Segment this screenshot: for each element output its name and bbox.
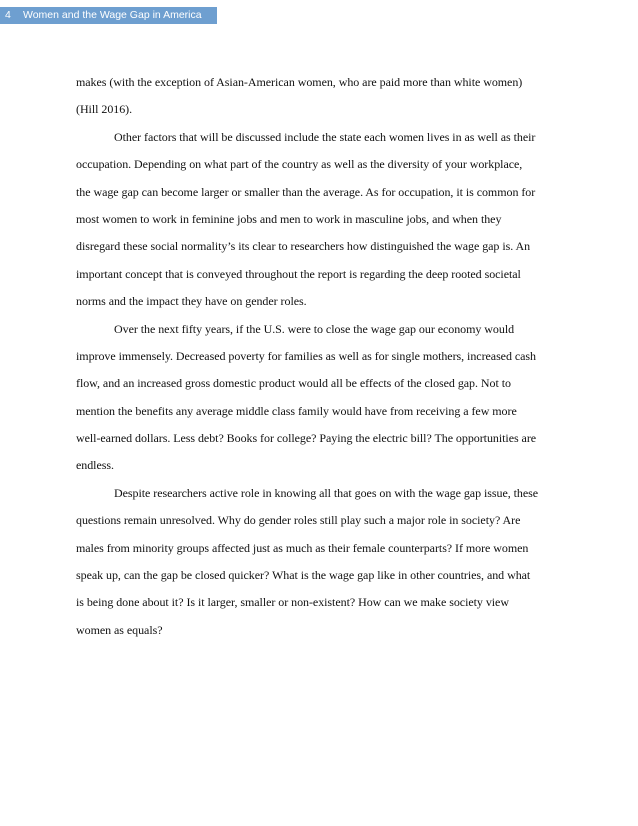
text-line: norms and the impact they have on gender roles.: [76, 294, 307, 309]
text-line: makes (with the exception of Asian-American women, who are paid more than white women): [76, 75, 523, 89]
text-line: is being done about it? Is it larger, smaller or non-existent? How can we make society view: [76, 595, 509, 610]
text-line: most women to work in feminine jobs and men to work in masculine jobs, and when they: [76, 211, 502, 226]
text-line: disregard these social normality’s its clear to researchers how distinguished the wage gap is. An: [76, 239, 531, 254]
text-line: endless.: [76, 458, 114, 473]
page-number: 4: [5, 9, 11, 21]
text-line: Other factors that will be discussed include the state each women lives in as well as their: [114, 129, 536, 144]
text-line: improve immensely. Decreased poverty for families as well as for single mothers, increased cash: [76, 348, 536, 363]
paragraph: [76, 316, 566, 480]
text-line: (Hill 2016).: [76, 102, 133, 117]
text-line: Over the next fifty years, if the U.S. were to close the wage gap our economy would: [114, 321, 515, 336]
page-header: [0, 7, 217, 24]
text-line: well-earned dollars. Less debt? Books for college? Paying the electric bill? The opportunities are: [76, 431, 537, 446]
text-line: important concept that is conveyed throughout the report is regarding the deep rooted societal: [76, 266, 521, 281]
running-head-title: Women and the Wage Gap in America: [23, 9, 202, 21]
text-line: males from minority groups affected just as much as their female counterparts? If more women: [76, 540, 529, 555]
document-body: [76, 69, 566, 644]
text-line: questions remain unresolved. Why do gender roles still play such a major role in society? Are: [76, 513, 521, 528]
text-line: mention the benefits any average middle class family would have from receiving a few more: [76, 403, 517, 418]
text-line: women as equals?: [76, 622, 163, 637]
text-line: flow, and an increased gross domestic product would all be effects of the closed gap. Not to: [76, 376, 511, 391]
text-line: the wage gap can become larger or smaller than the average. As for occupation, it is common for: [76, 184, 536, 199]
paragraph: [76, 124, 566, 316]
text-line: Despite researchers active role in knowing all that goes on with the wage gap issue, these: [114, 485, 539, 500]
paragraph: [76, 69, 566, 124]
text-line: speak up, can the gap be closed quicker? What is the wage gap like in other countries, and what: [76, 568, 531, 583]
paragraph: [76, 480, 566, 644]
text-line: occupation. Depending on what part of the country as well as the diversity of your workplace,: [76, 157, 523, 172]
